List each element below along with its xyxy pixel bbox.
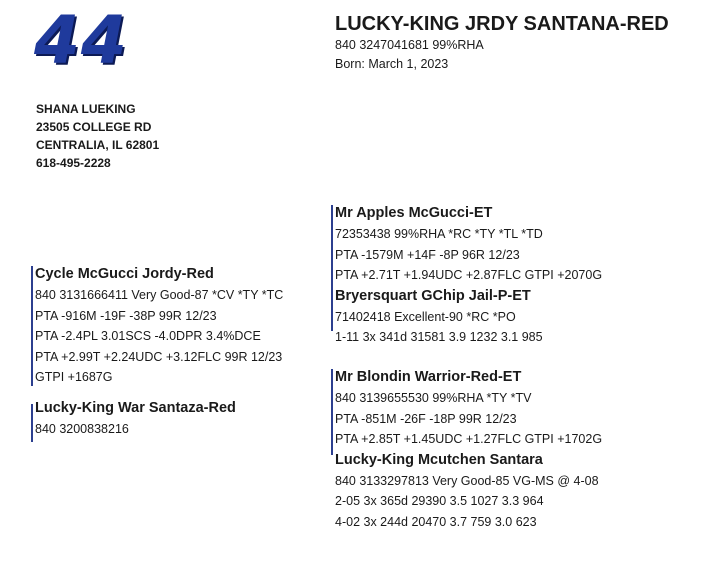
consignor-name: SHANA LUEKING <box>36 102 136 116</box>
dam-sire-line: 840 3139655530 99%RHA *TY *TV <box>335 391 532 405</box>
animal-header <box>335 12 669 74</box>
sire-line: PTA -916M -19F -38P 99R 12/23 <box>35 308 217 323</box>
consignor-phone: 618-495-2228 <box>36 156 111 170</box>
dam-dam-line: 4-02 3x 244d 20470 3.7 759 3.0 623 <box>335 514 537 529</box>
consignor-address: 23505 COLLEGE RD <box>36 120 152 134</box>
sire-line: GTPI +1687G <box>35 370 113 384</box>
sire-dam-line: 1-11 3x 341d 31581 3.9 1232 3.1 985 <box>335 330 543 344</box>
dam-line: 840 3200838216 <box>35 421 129 436</box>
animal-name: LUCKY-KING JRDY SANTANA-RED <box>335 13 669 35</box>
sire-sire-line: PTA +2.71T +1.94UDC +2.87FLC GTPI +2070G <box>335 268 603 282</box>
sire-sire-line: PTA -1579M +14F -8P 96R 12/23 <box>335 247 520 262</box>
consignor-info <box>36 100 159 172</box>
sire-dam-column <box>31 264 283 439</box>
lot-number: 44 <box>34 2 128 79</box>
dam-sire-line: PTA -851M -26F -18P 99R 12/23 <box>335 411 517 426</box>
dam-dam-name: Lucky-King Mcutchen Santara <box>335 451 543 468</box>
sire-line: PTA +2.99T +2.24UDC +3.12FLC 99R 12/23 <box>35 349 283 364</box>
animal-birth-date: Born: March 1, 2023 <box>335 57 449 71</box>
dam-sire-line: PTA +2.85T +1.45UDC +1.27FLC GTPI +1702G <box>335 432 603 446</box>
sire-sire-line: 72353438 99%RHA *RC *TY *TL *TD <box>335 227 543 241</box>
sire-line: PTA -2.4PL 3.01SCS -4.0DPR 3.4%DCE <box>35 329 261 343</box>
animal-registration: 840 3247041681 99%RHA <box>335 38 484 52</box>
sire-parents-bracket <box>331 205 333 331</box>
consignor-city: CENTRALIA, IL 62801 <box>36 138 160 152</box>
dam-parents-column <box>331 367 602 532</box>
dam-dam-line: 2-05 3x 365d 29390 3.5 1027 3.3 964 <box>335 494 544 508</box>
dam-parents-bracket <box>331 369 333 455</box>
dam-dam-line: 840 3133297813 Very Good-85 VG-MS @ 4-08 <box>335 473 599 488</box>
sire-parents-column <box>331 203 602 348</box>
sire-line: 840 3131666411 Very Good-87 *CV *TY *TC <box>35 288 284 302</box>
sire-sire-name: Mr Apples McGucci-ET <box>335 205 493 221</box>
sire-name: Cycle McGucci Jordy-Red <box>35 266 214 282</box>
sire-dam-name: Bryersquart GChip Jail-P-ET <box>335 287 531 304</box>
dam-sire-name: Mr Blondin Warrior-Red-ET <box>335 369 522 385</box>
dam-name: Lucky-King War Santaza-Red <box>35 399 236 416</box>
dam-bracket <box>31 404 33 442</box>
sire-bracket <box>31 266 33 386</box>
sire-dam-line: 71402418 Excellent-90 *RC *PO <box>335 309 516 324</box>
